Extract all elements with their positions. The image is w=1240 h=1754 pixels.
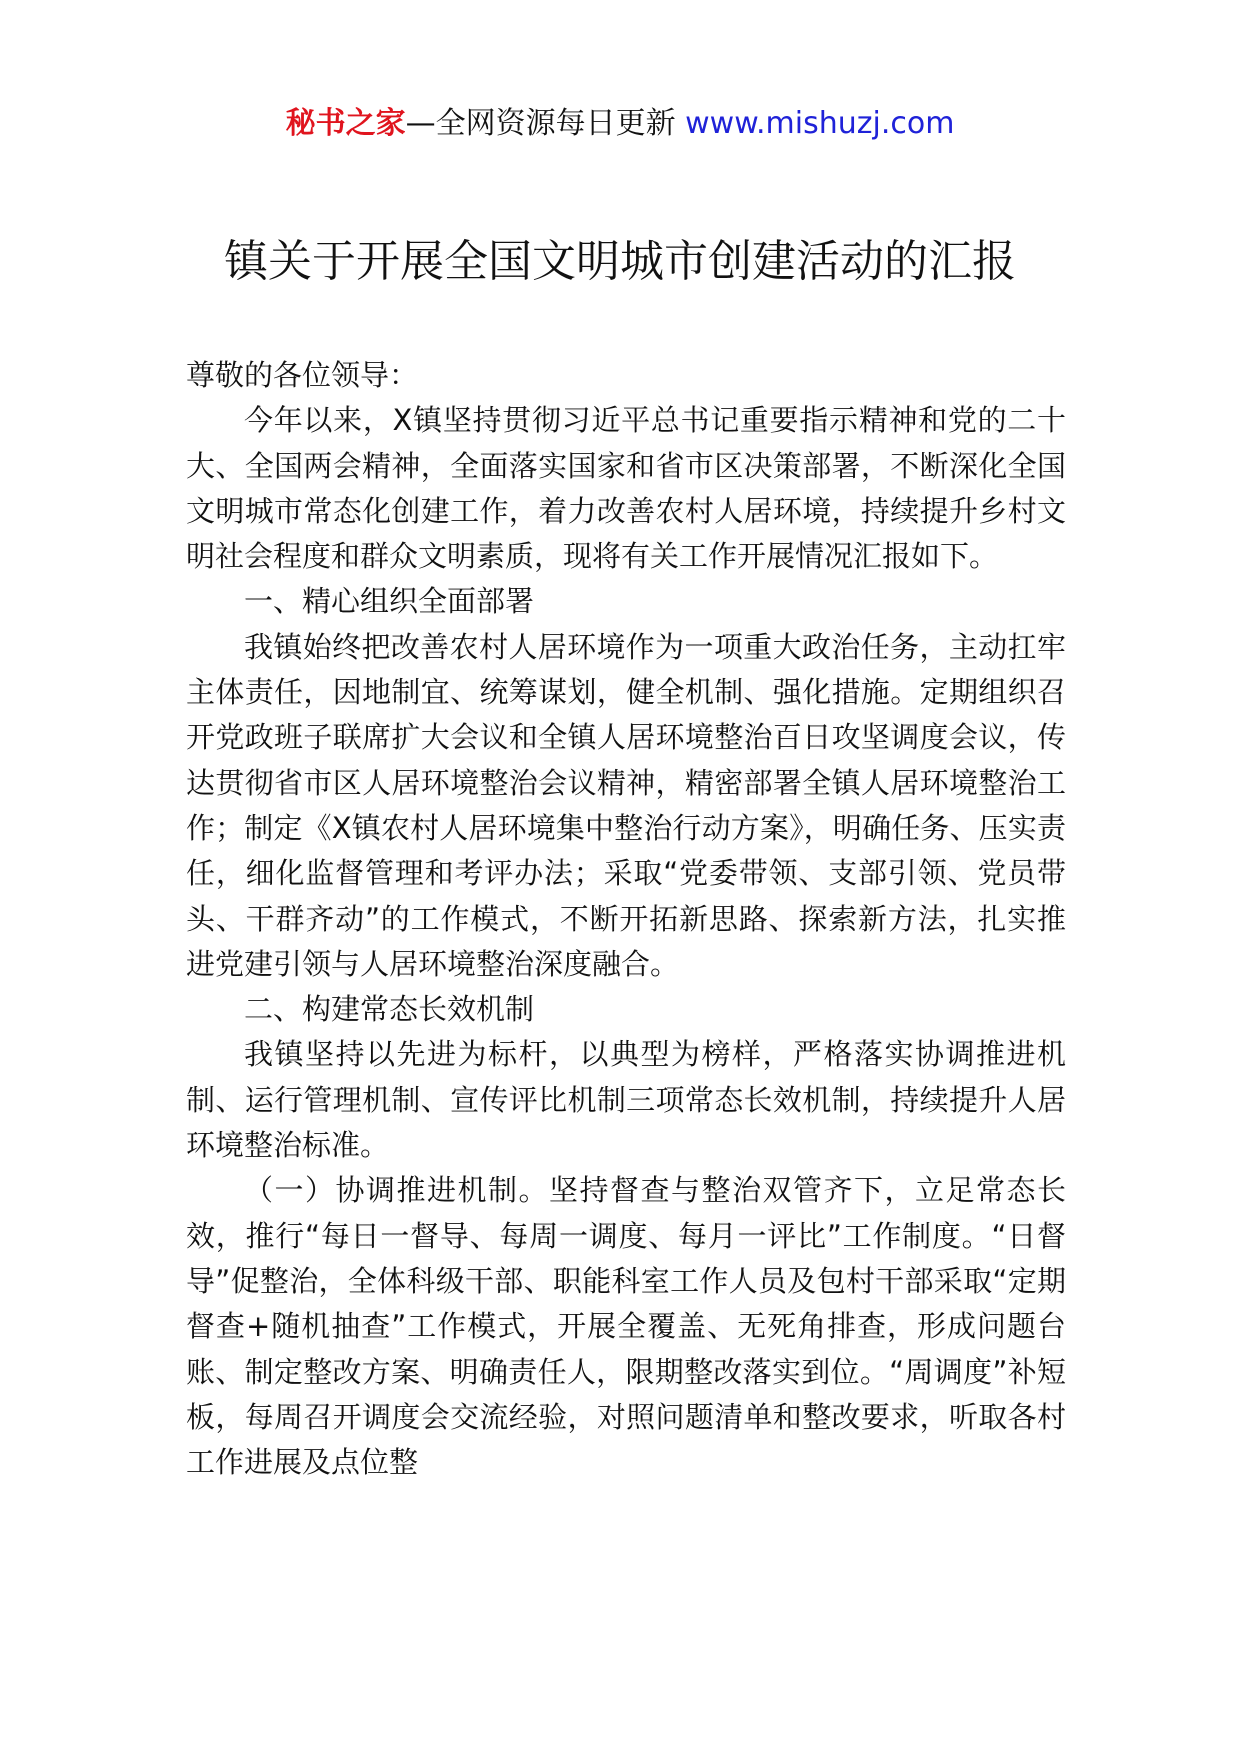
salutation: 尊敬的各位领导： [186,358,419,392]
header-tagline: —全网资源每日更新 [405,106,686,141]
paragraph-section-1: 我镇始终把改善农村人居环境作为一项重大政治任务，主动扛牢主体责任，因地制宜、统筹谋划，健全机制、强化措施。定期组织召开党政班子联席扩大会议和全镇人居环境整治百日攻坚调度会议，传达贯彻省市区人居环境整治会议精神，精密部署全镇人居环境整治工作；制定《X镇农村人居环境集中整治行动方案》，明确任务、压实责任，细化监督管理和考评办法；采取“党委带领、支部引领、党员带头、干群齐动”的工作模式，不断开拓新思路、探索新方法，扎实推进党建引领与人居环境整治深度融合。 [186,629,1066,981]
section-heading-1: 一、精心组织全面部署 [244,584,535,619]
paragraph-section-2: 我镇坚持以先进为标杆，以典型为榜样，严格落实协调推进机制、运行管理机制、宣传评比机制三项常态长效机制，持续提升人居环境整治标准。 [186,1037,1066,1163]
site-header [0,100,1240,148]
brand-name: 秘书之家 [285,106,406,141]
document-body [186,353,1066,1485]
section-heading-2: 二、构建常态长效机制 [244,992,535,1027]
document-title: 镇关于开展全国文明城市创建活动的汇报 [224,236,1016,287]
paragraph-subsection-1: （一）协调推进机制。坚持督查与整治双管齐下，立足常态长效，推行“每日一督导、每周一调度、每月一评比”工作制度。“日督导”促整治，全体科级干部、职能科室工作人员及包村干部采取“定期督查+随机抽查”工作模式，开展全覆盖、无死角排查，形成问题台账、制定整改方案、明确责任人，限期整改落实到位。“周调度”补短板，每周召开调度会交流经验，对照问题清单和整改要求，听取各村工作进展及点位整 [186,1173,1066,1480]
site-url-link[interactable]: www.mishuzj.com [685,106,955,141]
paragraph-intro: 今年以来，X镇坚持贯彻习近平总书记重要指示精神和党的二十大、全国两会精神，全面落实国家和省市区决策部署，不断深化全国文明城市常态化创建工作，着力改善农村人居环境，持续提升乡村文明社会程度和群众文明素质，现将有关工作开展情况汇报如下。 [186,403,1066,574]
